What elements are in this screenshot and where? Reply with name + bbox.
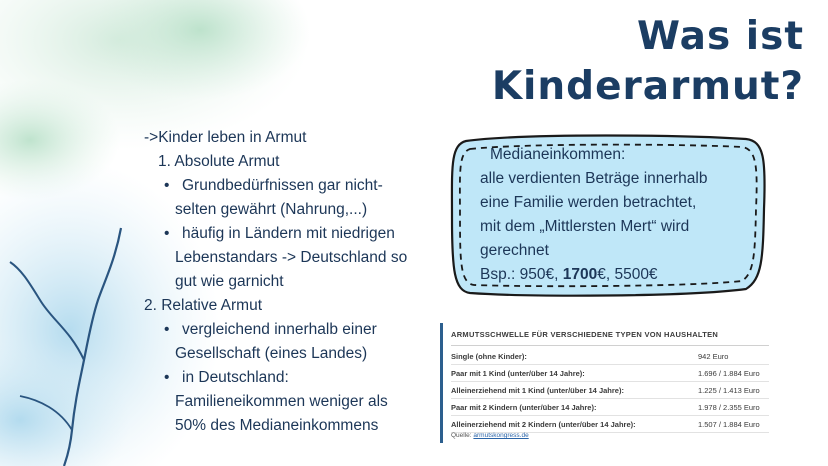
intro-line: ->Kinder leben in Armut — [144, 129, 307, 146]
table-row — [451, 382, 769, 399]
bullet-continuation: gut wie garnicht — [175, 273, 284, 290]
bullet-continuation: Familieneikommen weniger als — [175, 393, 388, 410]
callout-heading: Medianeinkommen: — [490, 146, 626, 163]
title-line-1: Was ist — [637, 14, 804, 59]
row-value: 942 Euro — [698, 352, 729, 361]
bullet-item — [144, 174, 444, 198]
callout-line: gerechnet — [480, 242, 549, 259]
table-divider — [451, 345, 769, 346]
source-label: Quelle: — [451, 432, 474, 439]
table-row — [451, 365, 769, 382]
table-row — [451, 399, 769, 416]
row-value: 1.507 / 1.884 Euro — [698, 420, 760, 429]
bullet-continuation: Gesellschaft (eines Landes) — [175, 345, 368, 362]
example-suffix: €, 5500€ — [597, 266, 658, 283]
callout-line: mit dem „Mittlersten Mert“ wird — [480, 218, 690, 235]
bullet-item — [144, 318, 444, 342]
page-title — [492, 12, 804, 112]
bullet-text: Grundbedürfnissen gar nicht- — [182, 177, 383, 194]
bullet-text: vergleichend innerhalb einer — [182, 321, 377, 338]
list-item-absolute: 1. Absolute Armut — [158, 153, 280, 170]
bullet-dot-icon: • — [164, 369, 170, 386]
poverty-threshold-table — [440, 323, 770, 443]
row-value: 1.696 / 1.884 Euro — [698, 369, 760, 378]
callout-example — [480, 263, 760, 287]
bullet-item — [144, 366, 444, 390]
table-row — [451, 348, 769, 365]
table-heading: ARMUTSSCHWELLE FÜR VERSCHIEDENE TYPEN VON HAUSHALTEN — [451, 330, 719, 339]
bullet-text: in Deutschland: — [182, 369, 289, 386]
body-text — [144, 126, 444, 438]
row-value: 1.978 / 2.355 Euro — [698, 403, 760, 412]
row-label: Paar mit 1 Kind (unter/über 14 Jahre): — [451, 369, 585, 378]
row-label: Paar mit 2 Kindern (unter/über 14 Jahre): — [451, 403, 597, 412]
row-label: Alleinerziehend mit 2 Kindern (unter/über 14 Jahre): — [451, 420, 636, 429]
row-label: Alleinerziehend mit 1 Kind (unter/über 14 Jahre): — [451, 386, 624, 395]
example-bold-value: 1700 — [562, 266, 598, 283]
table-accent-bar — [440, 323, 443, 443]
bullet-continuation: 50% des Medianeinkommens — [175, 417, 379, 434]
bullet-dot-icon: • — [164, 225, 170, 242]
callout-line: eine Familie werden betrachtet, — [480, 194, 697, 211]
bullet-item — [144, 222, 444, 246]
bullet-dot-icon: • — [164, 177, 170, 194]
source-link[interactable]: armutskongress.de — [473, 432, 529, 439]
table-source — [451, 432, 529, 439]
row-value: 1.225 / 1.413 Euro — [698, 386, 760, 395]
bullet-dot-icon: • — [164, 321, 170, 338]
callout-line: alle verdienten Beträge innerhalb — [480, 170, 708, 187]
title-line-2: Kinderarmut? — [491, 64, 804, 109]
list-item-relative: 2. Relative Armut — [144, 297, 263, 314]
bullet-continuation: Lebenstandars -> Deutschland so — [175, 249, 408, 266]
callout-text — [480, 143, 760, 287]
bullet-text: häufig in Ländern mit niedrigen — [182, 225, 395, 242]
table-row — [451, 416, 769, 433]
row-label: Single (ohne Kinder): — [451, 352, 527, 361]
bullet-continuation: selten gewährt (Nahrung,...) — [175, 201, 368, 218]
example-prefix: Bsp.: 950€, — [480, 266, 563, 283]
